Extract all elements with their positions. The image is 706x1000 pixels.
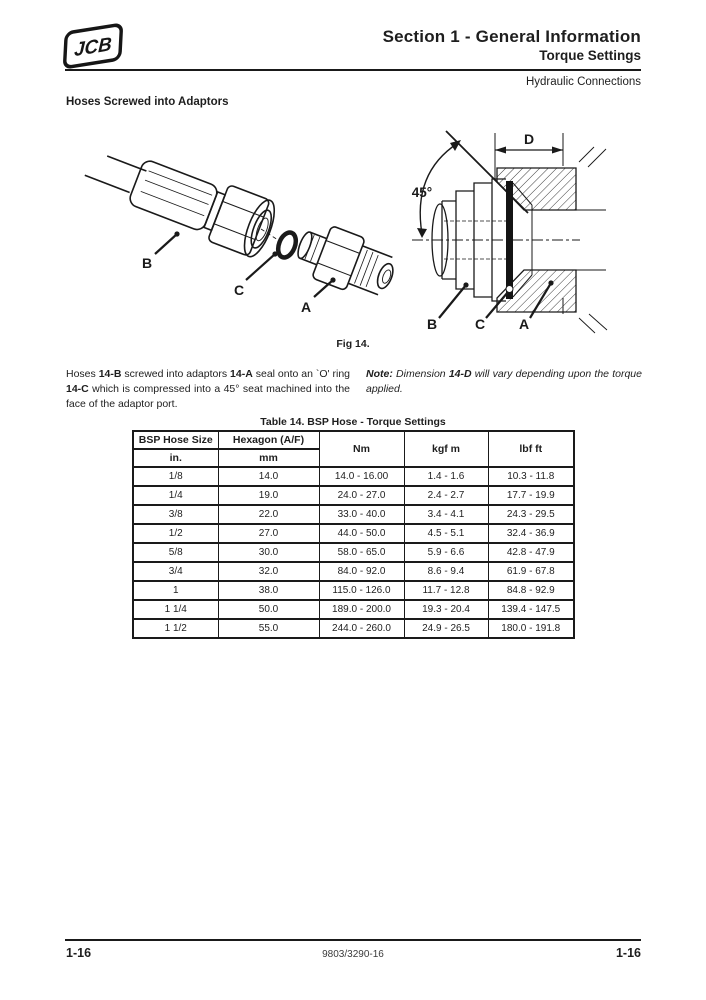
callout-a-left: A — [300, 299, 312, 315]
callout-c-left: C — [233, 282, 245, 298]
callout-a-right: A — [518, 316, 530, 332]
cell-size: 1/4 — [133, 486, 218, 505]
cell-nm: 24.0 - 27.0 — [319, 486, 404, 505]
cell-lbfft: 17.7 - 19.9 — [488, 486, 574, 505]
col-unit-in: in. — [133, 449, 218, 467]
table-row — [133, 505, 574, 524]
dimension-d-label: D — [523, 131, 535, 147]
col-header-hose-size: BSP Hose Size — [133, 431, 218, 449]
cell-lbfft: 32.4 - 36.9 — [488, 524, 574, 543]
cell-hex: 22.0 — [218, 505, 319, 524]
table-row — [133, 467, 574, 486]
cell-hex: 19.0 — [218, 486, 319, 505]
cell-nm: 33.0 - 40.0 — [319, 505, 404, 524]
cell-hex: 14.0 — [218, 467, 319, 486]
table-row — [133, 619, 574, 638]
table-row — [133, 600, 574, 619]
callout-b-left: B — [141, 255, 153, 271]
cell-size: 1/8 — [133, 467, 218, 486]
cell-lbfft: 24.3 - 29.5 — [488, 505, 574, 524]
cell-lbfft: 10.3 - 11.8 — [488, 467, 574, 486]
cell-lbfft: 84.8 - 92.9 — [488, 581, 574, 600]
cell-lbfft: 180.0 - 191.8 — [488, 619, 574, 638]
cell-nm: 58.0 - 65.0 — [319, 543, 404, 562]
table-row — [133, 524, 574, 543]
note-label: Note: — [366, 368, 393, 380]
cell-nm: 244.0 - 260.0 — [319, 619, 404, 638]
ref-14c: 14-C — [66, 383, 89, 395]
cell-kgfm: 24.9 - 26.5 — [404, 619, 488, 638]
footer-rule — [65, 939, 641, 941]
header-rule — [65, 69, 641, 71]
cell-hex: 50.0 — [218, 600, 319, 619]
page-subtitle: Torque Settings — [539, 48, 641, 63]
jcb-logo — [55, 20, 130, 72]
cell-kgfm: 19.3 - 20.4 — [404, 600, 488, 619]
page-number-left: 1-16 — [66, 946, 92, 960]
col-header-lbfft: lbf ft — [488, 431, 574, 467]
cell-hex: 55.0 — [218, 619, 319, 638]
cell-kgfm: 8.6 - 9.4 — [404, 562, 488, 581]
cell-size: 1 — [133, 581, 218, 600]
page-title: Section 1 - General Information — [382, 27, 641, 46]
cell-kgfm: 11.7 - 12.8 — [404, 581, 488, 600]
table-row — [133, 543, 574, 562]
ref-14a: 14-A — [230, 368, 253, 380]
cell-kgfm: 3.4 - 4.1 — [404, 505, 488, 524]
publication-number: 9803/3290-16 — [322, 949, 384, 960]
col-unit-mm: mm — [218, 449, 319, 467]
ref-14d: 14-D — [448, 368, 472, 380]
cell-nm: 189.0 - 200.0 — [319, 600, 404, 619]
table-row — [133, 486, 574, 505]
cell-hex: 32.0 — [218, 562, 319, 581]
cell-size: 1 1/4 — [133, 600, 218, 619]
cell-hex: 30.0 — [218, 543, 319, 562]
ref-14b: 14-B — [98, 368, 122, 380]
table-header-row-1 — [133, 431, 574, 449]
body-paragraph: Hoses 14-B screwed into adaptors 14-A seal onto an `O' ring 14-C which is compressed into a 45° seat machined into the face of the adaptor port. — [66, 368, 350, 410]
table-title: Table 14. BSP Hose - Torque Settings — [260, 416, 446, 428]
figure-caption: Fig 14. — [336, 338, 370, 350]
note-paragraph: Note: Dimension 14-D will vary depending upon the torque applied. — [366, 368, 642, 395]
col-header-hexagon: Hexagon (A/F) — [218, 431, 319, 449]
topic-heading: Hoses Screwed into Adaptors — [66, 96, 229, 108]
cell-size: 1/2 — [133, 524, 218, 543]
jcb-logo-text: JCB — [73, 34, 113, 62]
fig14-diagram — [60, 113, 660, 335]
col-header-kgfm: kgf m — [404, 431, 488, 467]
cell-hex: 27.0 — [218, 524, 319, 543]
cell-size: 3/8 — [133, 505, 218, 524]
angle-45-label: 45° — [411, 185, 433, 200]
col-header-nm: Nm — [319, 431, 404, 467]
cell-nm: 84.0 - 92.0 — [319, 562, 404, 581]
o-ring — [275, 230, 299, 260]
cross-section-drawing — [412, 131, 607, 333]
cell-nm: 115.0 - 126.0 — [319, 581, 404, 600]
callout-c-right: C — [474, 316, 486, 332]
table-row — [133, 562, 574, 581]
cell-lbfft: 139.4 - 147.5 — [488, 600, 574, 619]
torque-settings-table — [132, 430, 575, 639]
cell-kgfm: 5.9 - 6.6 — [404, 543, 488, 562]
cell-size: 1 1/2 — [133, 619, 218, 638]
cell-kgfm: 2.4 - 2.7 — [404, 486, 488, 505]
cell-nm: 14.0 - 16.00 — [319, 467, 404, 486]
cell-kgfm: 4.5 - 5.1 — [404, 524, 488, 543]
o-ring-section — [506, 181, 513, 299]
cell-size: 3/4 — [133, 562, 218, 581]
cell-lbfft: 61.9 - 67.8 — [488, 562, 574, 581]
page-number-right: 1-16 — [615, 946, 641, 960]
adaptor-drawing — [290, 217, 401, 304]
cell-lbfft: 42.8 - 47.9 — [488, 543, 574, 562]
hose-assembly-drawing — [79, 135, 402, 304]
callout-b-right: B — [426, 316, 438, 332]
cell-nm: 44.0 - 50.0 — [319, 524, 404, 543]
cell-size: 5/8 — [133, 543, 218, 562]
paragraph-text: Hoses — [66, 368, 99, 380]
breadcrumb: Hydraulic Connections — [525, 76, 641, 88]
cell-kgfm: 1.4 - 1.6 — [404, 467, 488, 486]
table-row — [133, 581, 574, 600]
cell-hex: 38.0 — [218, 581, 319, 600]
